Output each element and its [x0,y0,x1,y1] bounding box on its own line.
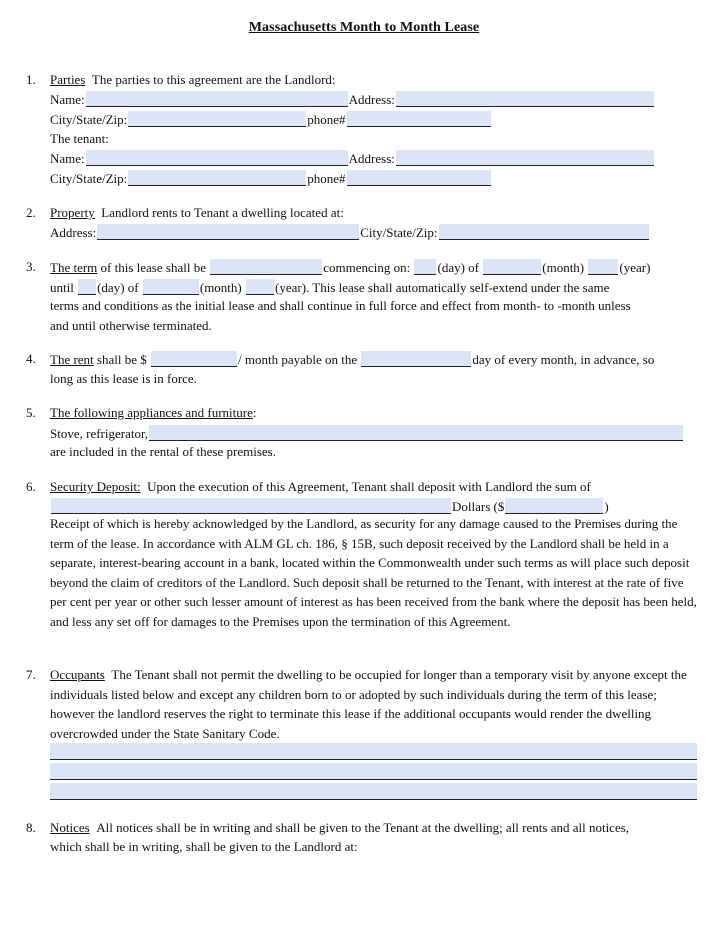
tenant-label: The tenant: [50,131,109,146]
field-label: City/State/Zip: [360,225,438,240]
tenant-city-field[interactable] [128,170,306,186]
section-text: (day) of [437,260,479,275]
start-year-field[interactable] [588,259,618,275]
field-label: phone# [307,171,346,186]
field-label: Name: [50,151,85,166]
section-number: 8. [26,820,36,835]
section-text: Landlord rents to Tenant a dwelling located at: [101,205,344,220]
section-number: 6. [26,479,36,494]
section-text: commencing on: [323,260,411,275]
section-text: shall be $ [96,352,147,367]
section-text: which shall be in writing, shall be given to the Landlord at: [50,839,358,854]
landlord-city-field[interactable] [128,111,306,127]
section-text: ) [604,499,609,514]
section-heading: The rent [50,352,94,367]
end-month-field[interactable] [143,279,199,295]
section-text: (year) [619,260,651,275]
term-length-field[interactable] [210,259,322,275]
section-heading: Security Deposit: [50,479,141,494]
field-label: phone# [307,112,346,127]
start-day-field[interactable] [414,259,436,275]
deposit-amount-field[interactable] [505,498,603,514]
section-heading: The following appliances and furniture [50,405,253,420]
end-year-field[interactable] [246,279,274,295]
field-label: Address: [50,225,97,240]
field-label: Address: [348,92,395,107]
section-number: 4. [26,351,36,366]
section-text: Upon the execution of this Agreement, Tenant shall deposit with Landlord the sum of [147,479,591,494]
section-number: 5. [26,405,36,420]
section-text: (year). This lease shall automatically self-extend under the same [275,280,610,295]
section-text: (month) [542,260,585,275]
start-month-field[interactable] [483,259,541,275]
section-number: 7. [26,667,36,682]
section-number: 1. [26,72,36,87]
section-text: day of every month, in advance, so [472,352,655,367]
section-text: long as this lease is in force. [50,371,197,386]
section-text: All notices shall be in writing and shall be given to the Tenant at the dwelling; all rents and all notices, [96,820,630,835]
section-text: terms and conditions as the initial lease and shall continue in full force and effect from month- to -month unless [50,298,631,313]
field-label: City/State/Zip: [50,112,128,127]
tenant-phone-field[interactable] [347,170,491,186]
section-number: 3. [26,259,36,274]
occupants-paragraph: The Tenant shall not permit the dwelling to be occupied for longer than a temporary visit by anyone except the individuals listed below and except any children born to or adopted by such individuals during the term of this lease; however the landlord reserves the right to terminate this lease if the additional occupants would render the dwelling overcrowded under the State Sanitary Code. [50,667,687,741]
rent-amount-field[interactable] [151,351,237,367]
section-text: : [252,405,257,420]
field-label: City/State/Zip: [50,171,128,186]
occupant-line-2[interactable] [50,763,697,780]
section-text: (day) of [97,280,139,295]
property-address-field[interactable] [97,224,359,240]
rent-due-day-field[interactable] [361,351,471,367]
section-text: (month) [199,280,242,295]
property-city-field[interactable] [439,224,649,240]
field-label: Name: [50,92,85,107]
document-title: Massachusetts Month to Month Lease [248,20,480,35]
section-heading: Property [50,205,95,220]
section-heading: Parties [50,72,86,87]
occupant-line-1[interactable] [50,743,697,760]
section-text: Dollars ($ [452,499,505,514]
appliances-field[interactable] [149,425,683,441]
occupant-line-3[interactable] [50,783,697,800]
appliances-value: Stove, refrigerator, [50,426,149,441]
section-text: of this lease shall be [100,260,206,275]
section-heading: Notices [50,820,90,835]
end-day-field[interactable] [78,279,96,295]
section-text: until [50,280,74,295]
section-text: The parties to this agreement are the Landlord: [91,72,336,87]
section-text: / month payable on the [238,352,358,367]
section-text: and until otherwise terminated. [50,318,212,333]
section-text: are included in the rental of these premises. [50,444,276,459]
landlord-address-field[interactable] [396,91,654,107]
field-label: Address: [348,151,395,166]
section-heading: The term [50,260,98,275]
landlord-phone-field[interactable] [347,111,491,127]
section-number: 2. [26,205,36,220]
tenant-name-field[interactable] [86,150,348,166]
deposit-words-field[interactable] [51,498,451,514]
tenant-address-field[interactable] [396,150,654,166]
landlord-name-field[interactable] [86,91,348,107]
deposit-paragraph: Receipt of which is hereby acknowledged by the Landlord, as security for any damage caused to the Premises during the term of the lease. In accordance with ALM GL ch. 186, § 15B, such deposit received by the Landlord shall be held in a separate, interest-bearing account in a bank, located within the Commonwealth under such terms as will place such deposit beyond the claim of creditors of the Landlord. Such deposit shall be returned to the Tenant, with interest at the rate of five per cent per year or other such lesser amount of interest as has been received from the bank where the deposit has been held, and less any set off for damages to the Premises upon the termination of this Agreement. [50,516,697,629]
section-heading: Occupants [50,667,105,682]
